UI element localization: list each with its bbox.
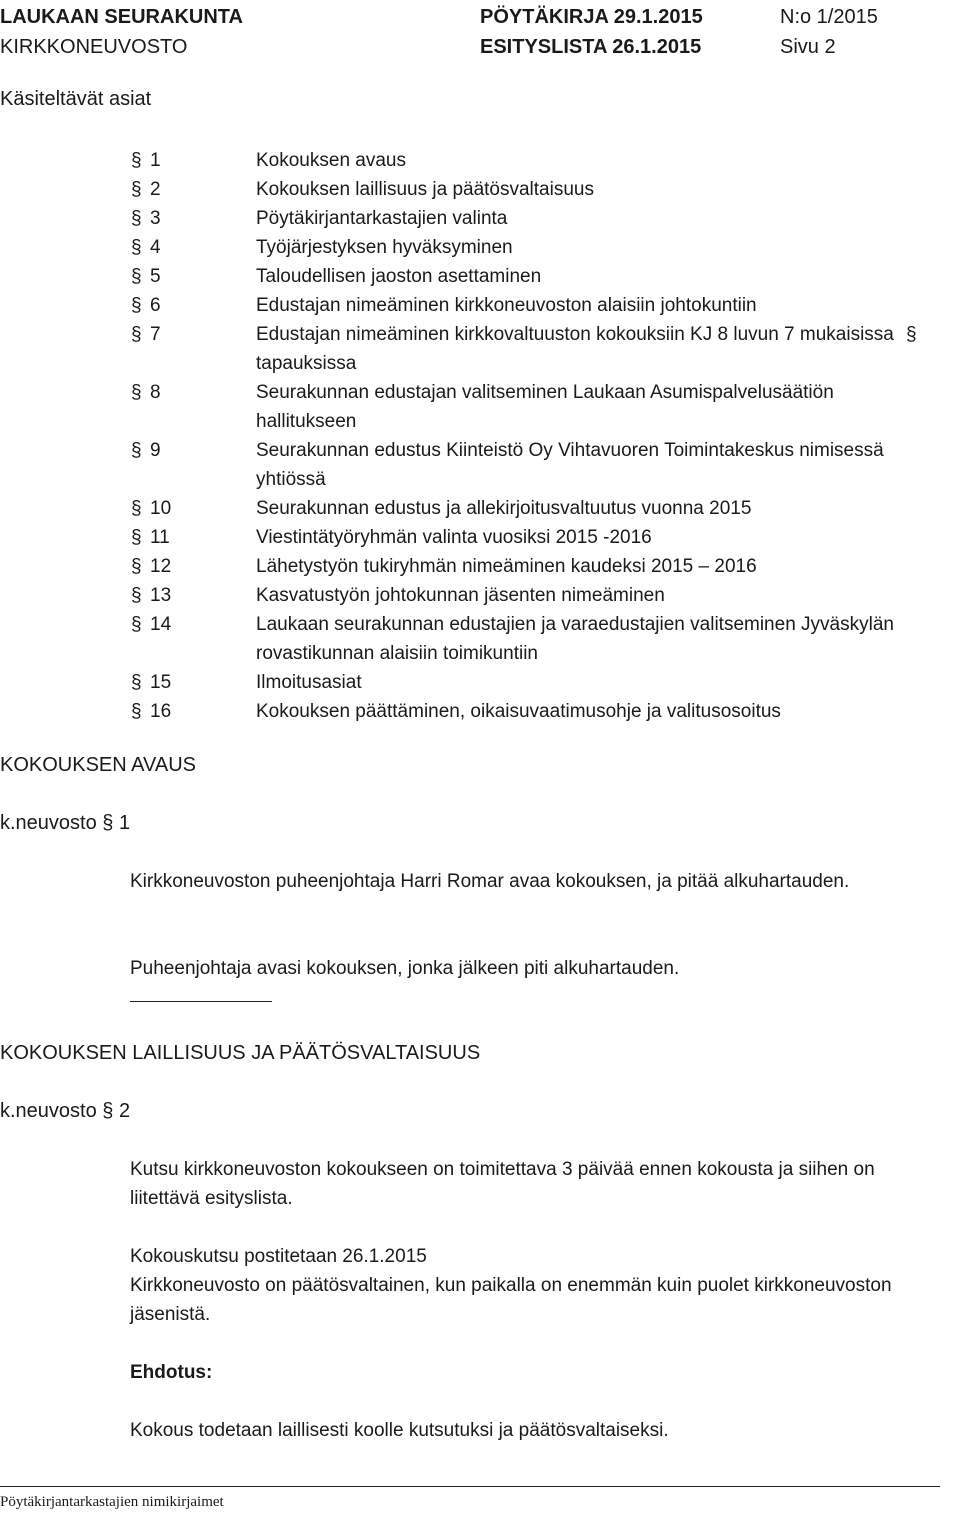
agenda-title: Ilmoitusasiat [256,672,362,693]
paragraph-icon: § [131,266,142,287]
body-name: KIRKKONEUVOSTO [0,36,188,58]
agenda-item [0,494,960,523]
agenda-number: 13 [150,585,172,606]
agenda-title: Laukaan seurakunnan edustajien ja varaedustajien valitseminen Jyväskylän rovastikunnan alaisiin toimikuntiin [256,614,894,664]
paragraph-icon: § [131,701,142,722]
agenda-item [0,697,960,726]
paragraph-icon: § [131,237,142,258]
agenda-item [0,146,960,175]
agenda-title: Kokouksen laillisuus ja päätösvaltaisuus [256,179,594,200]
item2-reference: k.neuvosto § 2 [0,1100,131,1122]
agenda-title: Kokouksen päättäminen, oikaisuvaatimusohje ja valitusosoitus [256,701,781,722]
document-number: N:o 1/2015 [780,6,878,28]
item1-paragraph: Kirkkoneuvoston puheenjohtaja Harri Romar avaa kokouksen, ja pitää alkuhartauden. [130,871,850,892]
agenda-number: 12 [150,556,172,577]
agenda-title: Seurakunnan edustus Kiinteistö Oy Vihtavuoren Toimintakeskus nimisessä yhtiössä [256,440,884,490]
item1-decision: Puheenjohtaja avasi kokouksen, jonka jälkeen piti alkuhartauden. [130,958,680,979]
agenda-list [0,146,960,726]
paragraph-icon: § [131,295,142,316]
paragraph-icon: § [906,324,917,345]
footer-rule [0,1486,940,1487]
agenda-title: Edustajan nimeäminen kirkkoneuvoston alaisiin johtokuntiin [256,295,757,316]
agenda-title: Seurakunnan edustus ja allekirjoitusvaltuutus vuonna 2015 [256,498,752,519]
agenda-number: 1 [150,150,161,171]
agenda-item [0,291,960,320]
separator-rule [130,1001,272,1002]
agenda-item [0,175,960,204]
paragraph-icon: § [131,672,142,693]
paragraph-icon: § [131,585,142,606]
agenda-title: Työjärjestyksen hyväksyminen [256,237,513,258]
paragraph-icon: § [131,324,142,345]
agenda-number: 16 [150,701,172,722]
section-heading: Käsiteltävät asiat [0,88,152,110]
agenda-number: 6 [150,295,161,316]
paragraph-icon: § [131,208,142,229]
agenda-number: 5 [150,266,161,287]
agenda-title: Viestintätyöryhmän valinta vuosiksi 2015 -2016 [256,527,652,548]
agenda-title: Kokouksen avaus [256,150,406,171]
agenda-number: 3 [150,208,161,229]
page-number: Sivu 2 [780,36,836,58]
item2-paragraph: Kutsu kirkkoneuvoston kokoukseen on toimitettava 3 päivää ennen kokousta ja siihen on liitettävä esityslista. [130,1159,875,1209]
paragraph-icon: § [131,614,142,635]
agenda-title: Kasvatustyön johtokunnan jäsenten nimeäminen [256,585,665,606]
agenda-title: Edustajan nimeäminen kirkkovaltuuston kokouksiin KJ 8 luvun 7 mukaisissa tapauksissa [256,324,894,374]
page-header [0,0,960,62]
agenda-title: Taloudellisen jaoston asettaminen [256,266,542,287]
agenda-item [0,581,960,610]
agenda-item [0,233,960,262]
agenda-number: 14 [150,614,172,635]
item2-quorum-text: Kirkkoneuvosto on päätösvaltainen, kun paikalla on enemmän kuin puolet kirkkoneuvoston jäsenistä. [130,1275,892,1325]
item2-heading: KOKOUKSEN LAILLISUUS JA PÄÄTÖSVALTAISUUS [0,1042,481,1064]
agenda-item [0,320,960,378]
agenda-number: 11 [150,527,170,548]
agenda-item [0,523,960,552]
agenda-item [0,668,960,697]
agenda-item [0,436,960,494]
agenda-number: 8 [150,382,161,403]
agenda-number: 4 [150,237,161,258]
agenda-item [0,378,960,436]
item1-reference: k.neuvosto § 1 [0,812,131,834]
agenda-number: 10 [150,498,172,519]
minutes-date: PÖYTÄKIRJA 29.1.2015 [480,6,703,28]
agenda-date: ESITYSLISTA 26.1.2015 [480,36,702,58]
paragraph-icon: § [131,440,142,461]
agenda-item [0,262,960,291]
agenda-number: 15 [150,672,172,693]
paragraph-icon: § [131,382,142,403]
agenda-number: 7 [150,324,161,345]
paragraph-icon: § [131,498,142,519]
paragraph-icon: § [131,556,142,577]
agenda-title: Seurakunnan edustajan valitseminen Laukaan Asumispalvelusäätiön hallitukseen [256,382,834,432]
paragraph-icon: § [131,179,142,200]
proposal-text: Kokous todetaan laillisesti koolle kutsutuksi ja päätösvaltaiseksi. [130,1420,669,1441]
agenda-title: Lähetystyön tukiryhmän nimeäminen kaudeksi 2015 – 2016 [256,556,757,577]
org-name: LAUKAAN SEURAKUNTA [0,6,243,28]
proposal-label: Ehdotus: [130,1362,213,1383]
paragraph-icon: § [131,150,142,171]
item1-heading: KOKOUKSEN AVAUS [0,754,196,776]
paragraph-icon: § [131,527,142,548]
agenda-number: 9 [150,440,161,461]
item2-invitation-date: Kokouskutsu postitetaan 26.1.2015 [130,1246,427,1267]
agenda-item [0,610,960,668]
agenda-number: 2 [150,179,161,200]
agenda-item [0,552,960,581]
agenda-title: Pöytäkirjantarkastajien valinta [256,208,508,229]
agenda-item [0,204,960,233]
footer-initials-label: Pöytäkirjantarkastajien nimikirjaimet [0,1494,224,1510]
